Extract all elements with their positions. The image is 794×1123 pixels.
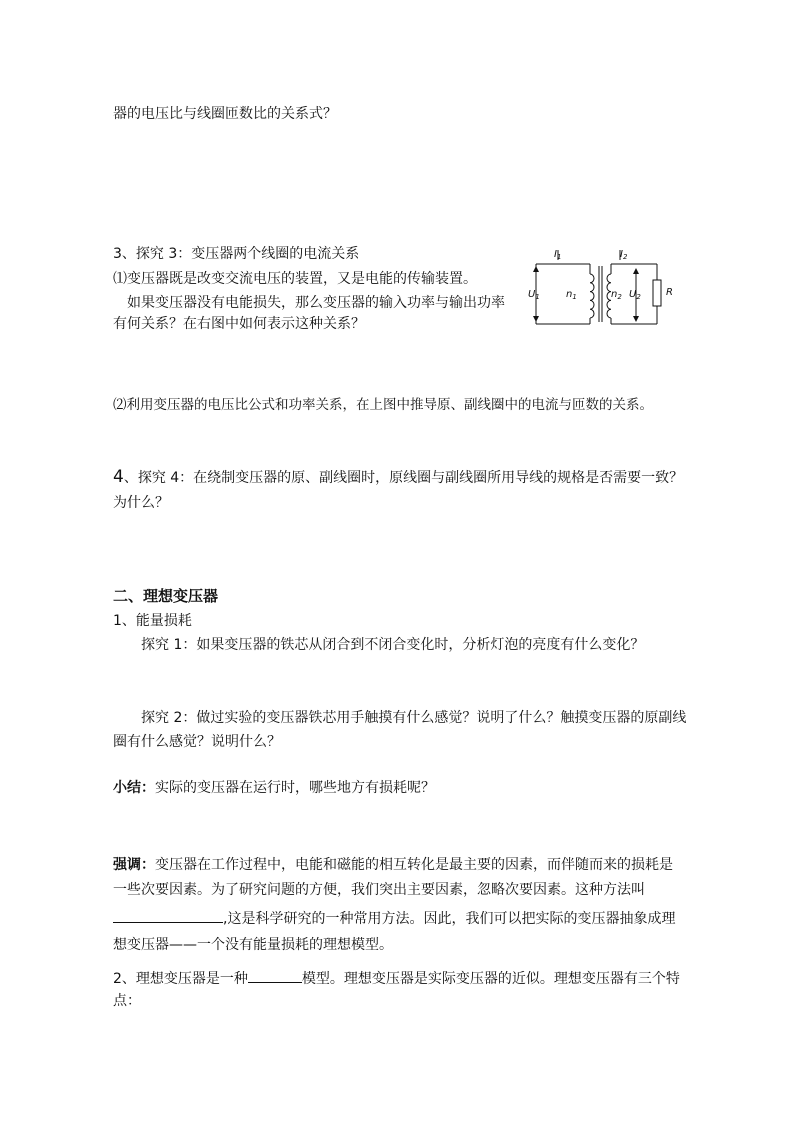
transformer-circuit-diagram <box>520 240 680 332</box>
subheading-energy-loss: 1、能量损耗 <box>113 613 192 629</box>
section-4-line-b: 为什么？ <box>113 495 169 511</box>
u2-arrow-up <box>633 268 639 274</box>
emphasis-line-c <box>113 908 675 928</box>
section-4-line-a <box>113 468 683 487</box>
primary-coil <box>590 274 594 318</box>
label-i1: $I_1$ <box>554 249 562 261</box>
section-3-question-1c: 有何关系？在右图中如何表示这种关系？ <box>113 316 365 332</box>
exploration-2a: 探究 2：做过实验的变压器铁芯用手触摸有什么感觉？说明了什么？触摸变压器的原副线 <box>141 710 687 726</box>
label-r: R <box>666 287 673 298</box>
summary-label: 小结： <box>113 780 155 796</box>
u2-arrow-down <box>633 316 639 322</box>
exploration-2b: 圈有什么感觉？说明什么？ <box>113 734 281 750</box>
section-3-question-2: ⑵利用变压器的电压比公式和功率关系，在上图中推导原、副线圈中的电流与匝数的关系。 <box>113 397 653 413</box>
resistor <box>653 280 661 306</box>
summary-line <box>113 779 435 797</box>
section-2-text-a1: 2、理想变压器是一种 <box>113 971 248 987</box>
u1-arrow-up <box>533 266 539 272</box>
fill-in-blank-method[interactable] <box>113 908 223 923</box>
summary-text: 实际的变压器在运行时，哪些地方有损耗呢？ <box>155 780 435 796</box>
section-4-number: 4 <box>113 467 124 487</box>
heading-ideal-transformer: 二、理想变压器 <box>113 587 219 605</box>
u1-arrow-down <box>533 316 539 322</box>
section-3-title: 3、探究 3：变压器两个线圈的电流关系 <box>113 246 360 262</box>
section-3-question-1a: ⑴变压器既是改变交流电压的装置，又是电能的传输装置。 <box>113 271 477 287</box>
section-4-text-a: 、探究 4：在绕制变压器的原、副线圈时，原线圈与副线圈所用导线的规格是否需要一致？ <box>123 470 684 486</box>
label-u1: $U_1$ <box>528 289 540 301</box>
section-2-line-b: 点： <box>113 993 141 1009</box>
label-n1: $n_1$ <box>566 289 577 301</box>
label-n2: $n_2$ <box>611 289 622 301</box>
exploration-1: 探究 1：如果变压器的铁芯从闭合到不闭合变化时，分析灯泡的亮度有什么变化？ <box>141 637 645 653</box>
emphasis-line-d: 想变压器——一个没有能量损耗的理想模型。 <box>113 937 393 953</box>
label-i2: $I_2$ <box>620 249 628 261</box>
emphasis-text-a: 变压器在工作过程中，电能和磁能的相互转化是最主要的因素，而伴随而来的损耗是 <box>155 857 673 873</box>
label-u2: $U_2$ <box>629 289 641 301</box>
emphasis-line-b: 一些次要因素。为了研究问题的方便，我们突出主要因素，忽略次要因素。这种方法叫 <box>113 882 645 898</box>
emphasis-line-a <box>113 856 673 874</box>
section-3-question-1b: 如果变压器没有电能损失，那么变压器的输入功率与输出功率 <box>127 295 505 311</box>
emphasis-label: 强调： <box>113 857 155 873</box>
emphasis-text-c: ,这是科学研究的一种常用方法。因此，我们可以把实际的变压器抽象成理 <box>223 911 676 927</box>
section-2-text-a2: 模型。理想变压器是实际变压器的近似。理想变压器有三个特 <box>301 971 680 987</box>
fill-in-blank-model[interactable] <box>248 968 302 983</box>
paragraph-voltage-ratio: 器的电压比与线圈匝数比的关系式？ <box>113 106 337 122</box>
section-2-line-a <box>113 968 680 988</box>
